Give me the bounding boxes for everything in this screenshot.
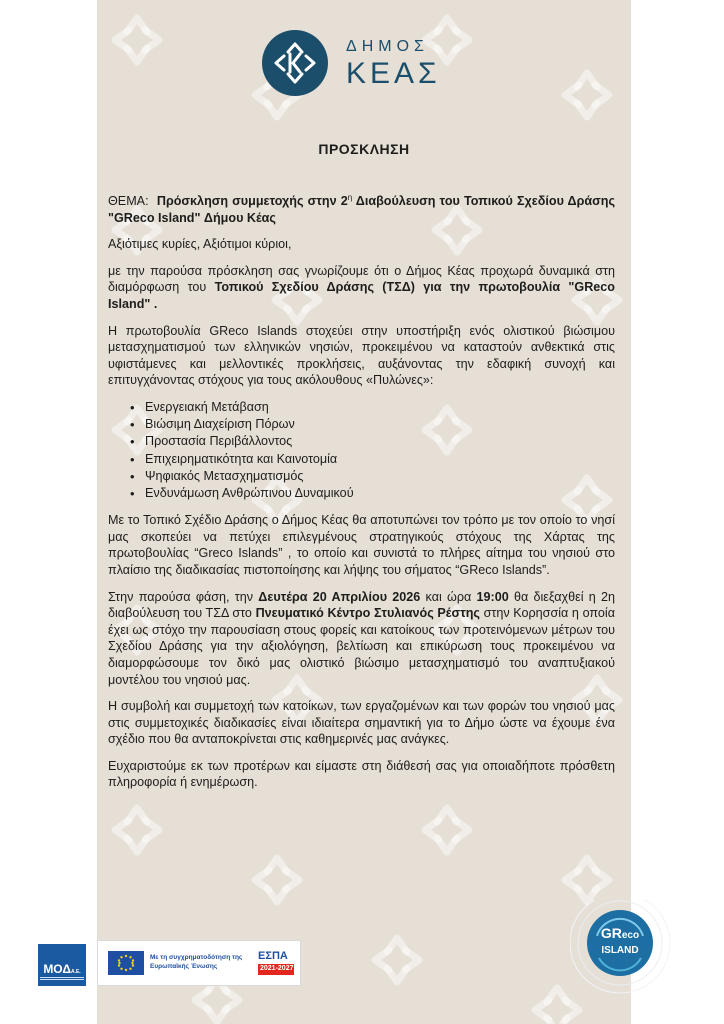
greco-island-logo	[587, 910, 653, 976]
event-paragraph	[108, 589, 615, 689]
greco-arc-icon	[587, 910, 653, 976]
moda-suffix: Α.Ε.	[70, 969, 81, 975]
moda-lines	[40, 977, 84, 981]
intro-bold: Τοπικού Σχεδίου Δράσης (ΤΣΔ) για την πρωτοβουλία "GReco Island" .	[108, 280, 615, 311]
eu-flag-icon	[108, 951, 144, 975]
subject-paragraph	[108, 193, 615, 226]
event-time: 19:00	[476, 589, 509, 604]
list-item: • Ενδυνάμωση Ανθρώπινου Δυναμικού	[130, 485, 615, 502]
pillars-list	[108, 399, 615, 502]
event-date: Δευτέρα 20 Απριλίου 2026	[258, 589, 421, 604]
list-item: • Βιώσιμη Διαχείριση Πόρων	[130, 416, 615, 433]
espa-years-badge	[258, 964, 294, 975]
eu-funding-banner	[97, 940, 301, 986]
subject-text-a: Πρόσκληση συμμετοχής στην 2	[156, 194, 348, 208]
event-text-2: και ώρα	[420, 589, 477, 604]
list-item: • Ενεργειακή Μετάβαση	[130, 399, 615, 416]
list-item: • Επιχειρηματικότητα και Καινοτομία	[130, 451, 615, 468]
event-text-4: στην Κορησσία η οποία έχει ως στόχο την παρουσίαση στους φορείς και κατοίκους των προτεινόμενων μέτρων του Σχεδίου Δράσης για την αξιολόγηση, βελτίωση και επικύρωση τους προκειμένου να διαμορφώσουμε τον δικό μας ολιστικό βιώσιμο μετασχηματισμό του αναπτυξιακού μοντέλου του νησιού μας.	[108, 606, 615, 687]
closing-paragraph: Ευχαριστούμε εκ των προτέρων και είμαστε στη διάθεσή σας για οποιαδήποτε πρόσθετη πληροφορία ή ενημέρωση.	[108, 758, 615, 790]
moda-logo-text	[40, 962, 84, 976]
plan-paragraph: Με το Τοπικό Σχέδιο Δράσης ο Δήμος Κέας θα αποτυπώνει τον τρόπο με τον οποίο το νησί μας σκοπεύει να πετύχει επιλεγμένους στρατηγικούς στόχους της Χάρτας της πρωτοβουλίας “Greco Islands” , το οποίο και συνιστά το πλήρες αίτημα του νησιού στο πλαίσιο της διαδικασίας πιστοποίησης και λήψης του σήματος “GReco Islands”.	[108, 513, 615, 577]
greco-gr: GR	[600, 925, 622, 941]
moda-logo	[38, 944, 86, 986]
greco-island-text: ISLAND	[601, 945, 639, 956]
event-venue: Πνευματικό Κέντρο Στυλιανός Ρέστης	[255, 606, 480, 621]
initiative-paragraph: Η πρωτοβουλία GReco Islands στοχεύει στην υποστήριξη ενός ολιστικού βιώσιμου μετασχηματισμού των ελληνικών νησιών, προκειμένου να καταστούν ανθεκτικά στις υφιστάμενες και μελλοντικές προκλήσεις, αυξάνοντας την εδαφική συνοχή και επιτυγχάνοντας στόχους για τους ακόλουθους «Πυλώνες»:	[108, 323, 615, 388]
greeting: Αξιότιμες κυρίες, Αξιότιμοι κύριοι,	[108, 237, 292, 252]
subject-sup: η	[347, 192, 353, 202]
subject-label: ΘΕΜΑ:	[108, 194, 149, 208]
document-title: ΠΡΟΣΚΛΗΣΗ	[318, 141, 410, 157]
event-text-3: θα διεξαχθεί η 2η διαβούλευση του ΤΣΔ στο	[108, 589, 615, 621]
kea-emblem-icon	[262, 30, 328, 96]
greco-eco: eco	[621, 930, 640, 941]
subject-text-b: Διαβούλευση του Τοπικού Σχεδίου Δράσης "GReco Island" Δήμου Κέας	[108, 194, 615, 225]
espa-years-text: 2021-2027	[260, 965, 294, 972]
espa-logo-text: ΕΣΠΑ	[258, 950, 288, 962]
letter-body	[108, 193, 615, 801]
intro-text: με την παρούσα πρόσκληση σας γνωρίζουμε ότι ο Δήμος Κέας προχωρά δυναμικά στη διαμόρφωση του	[108, 263, 615, 295]
participation-paragraph: Η συμβολή και συμμετοχή των κατοίκων, των εργαζομένων και των φορών του νησιού μας στις συμμετοχικές διαδικασίες είναι ιδιαίτερα σημαντική για το Δήμο ώστε να έχουμε ένα σχέδιο που θα ανταποκρίνεται στις καθημερινές μας ανάγκες.	[108, 699, 615, 747]
greco-gr-text	[587, 925, 653, 941]
municipality-logo	[262, 30, 462, 100]
event-text-1: Στην παρούσα φάση, την	[108, 589, 259, 604]
logo-line-1: ΔΗΜΟΣ	[346, 38, 429, 55]
list-item: • Ψηφιακός Μετασχηματισμός	[130, 468, 615, 485]
moda-name: ΜΟΔ	[43, 962, 71, 976]
logo-line-2: ΚΕΑΣ	[346, 57, 441, 90]
list-item: • Προστασία Περιβάλλοντος	[130, 433, 615, 450]
eu-cofunding-text: Με τη συγχρηματοδότηση της Ευρωπαϊκής Ένωσης	[150, 954, 243, 970]
intro-paragraph	[108, 263, 615, 313]
